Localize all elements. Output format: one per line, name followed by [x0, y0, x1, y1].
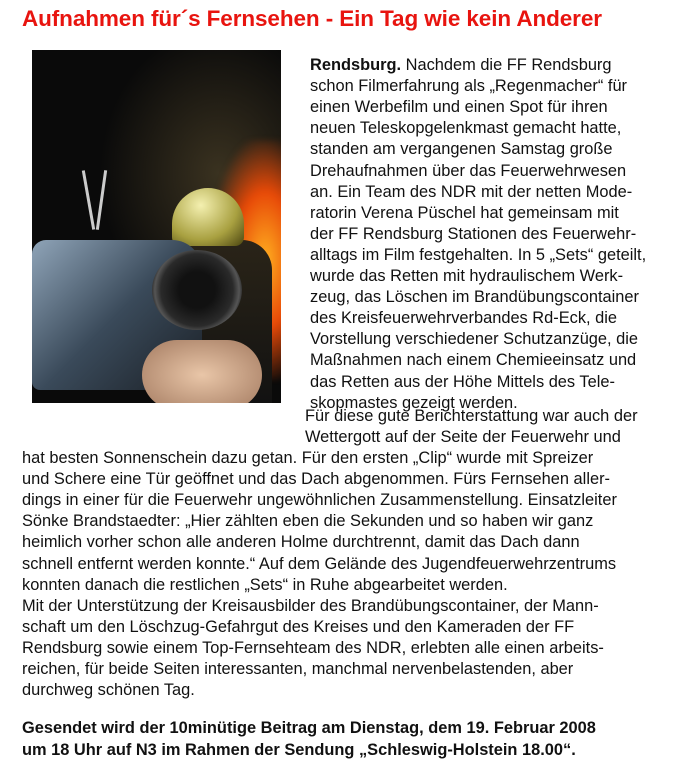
column-text-line: an. Ein Team des NDR mit der netten Mode- — [310, 182, 633, 201]
body-text-line: Sönke Brandstaedter: „Hier zählten eben die Sekunden und so haben wir ganz — [22, 512, 594, 531]
lead-location: Rendsburg. — [310, 56, 402, 74]
hand — [142, 340, 262, 403]
column-text-line: Drehaufnahmen über das Feuerwehrwesen — [310, 161, 627, 180]
column-text-line: zeug, das Löschen im Brandübungscontainer — [310, 288, 639, 307]
body-text-line: durchweg schönen Tag. — [22, 681, 195, 700]
body-text-line: Rendsburg sowie einem Top-Fernsehteam des NDR, erlebten alle einen arbeits- — [22, 638, 604, 657]
camera-lens — [152, 250, 242, 330]
article-photo-camera-firefighter — [32, 50, 281, 403]
column-text-line: alltags im Film festgehalten. In 5 „Sets“ geteilt, — [310, 245, 647, 264]
column-text-line: standen am vergangenen Samstag große — [310, 140, 613, 159]
column-text-line: Wettergott auf der Seite der Feuerwehr und — [305, 428, 621, 447]
column-text-line: wurde das Retten mit hydraulischem Werk- — [310, 267, 624, 285]
column-text-line: neuen Teleskopgelenkmast gemacht hatte, — [310, 119, 622, 138]
column-text-line: einen Werbefilm und einen Spot für ihren — [310, 98, 608, 117]
article-title: Aufnahmen für´s Fernsehen - Ein Tag wie kein Anderer — [22, 6, 602, 31]
camera-antenna — [82, 170, 95, 230]
column-text-line: Rendsburg. Nachdem die FF Rendsburg — [310, 56, 612, 74]
body-text-line: Mit der Unterstützung der Kreisausbilder des Brandübungscontainer, der Mann- — [22, 596, 599, 615]
column-text-line: ratorin Verena Püschel hat gemeinsam mit — [310, 203, 619, 222]
column-text-line: das Retten aus der Höhe Mittels des Tele- — [310, 372, 615, 391]
column-text-line: Für diese gute Berichterstattung war auch der — [305, 407, 638, 425]
column-text-line: Vorstellung verschiedener Schutzanzüge, die — [310, 330, 639, 349]
body-text-line: reichen, für beide Seiten interessanten, manchmal nervenbelastenden, aber — [22, 660, 574, 678]
closing-note-line: um 18 Uhr auf N3 im Rahmen der Sendung „Schleswig-Holstein 18.00“. — [22, 741, 576, 759]
body-text-line: dings in einer für die Feuerwehr ungewöhnlichen Zusammenstellung. Einsatzleiter — [22, 491, 617, 510]
column-text-line: schon Filmerfahrung als „Regenmacher“ für — [310, 77, 628, 96]
body-text-line: und Schere eine Tür geöffnet und das Dach abgenommen. Fürs Fernsehen aller- — [22, 470, 610, 489]
column-text-line: des Kreisfeuerwehrverbandes Rd-Eck, die — [310, 309, 618, 328]
body-text-line: schaft um den Löschzug-Gefahrgut des Kreises und den Kameraden der FF — [22, 617, 575, 636]
body-text-line: hat besten Sonnenschein dazu getan. Für den ersten „Clip“ wurde mit Spreizer — [22, 449, 594, 467]
column-text-line: der FF Rendsburg Stationen des Feuerwehr- — [310, 224, 637, 243]
body-text-line: konnten danach die restlichen „Sets“ in Ruhe abgearbeitet werden. — [22, 575, 508, 594]
column-text-line: skopmastes gezeigt werden. — [310, 393, 518, 412]
column-text-line: Maßnahmen nach einem Chemieeinsatz und — [310, 351, 637, 370]
body-text-line: heimlich vorher schon alle anderen Holme durchtrennt, damit das Dach dann — [22, 533, 580, 552]
closing-note-line: Gesendet wird der 10minütige Beitrag am Dienstag, dem 19. Februar 2008 — [22, 719, 596, 737]
body-text-line: schnell entfernt werden konnte.“ Auf dem Gelände des Jugendfeuerwehrzentrums — [22, 554, 617, 573]
camera-antenna — [96, 170, 107, 230]
